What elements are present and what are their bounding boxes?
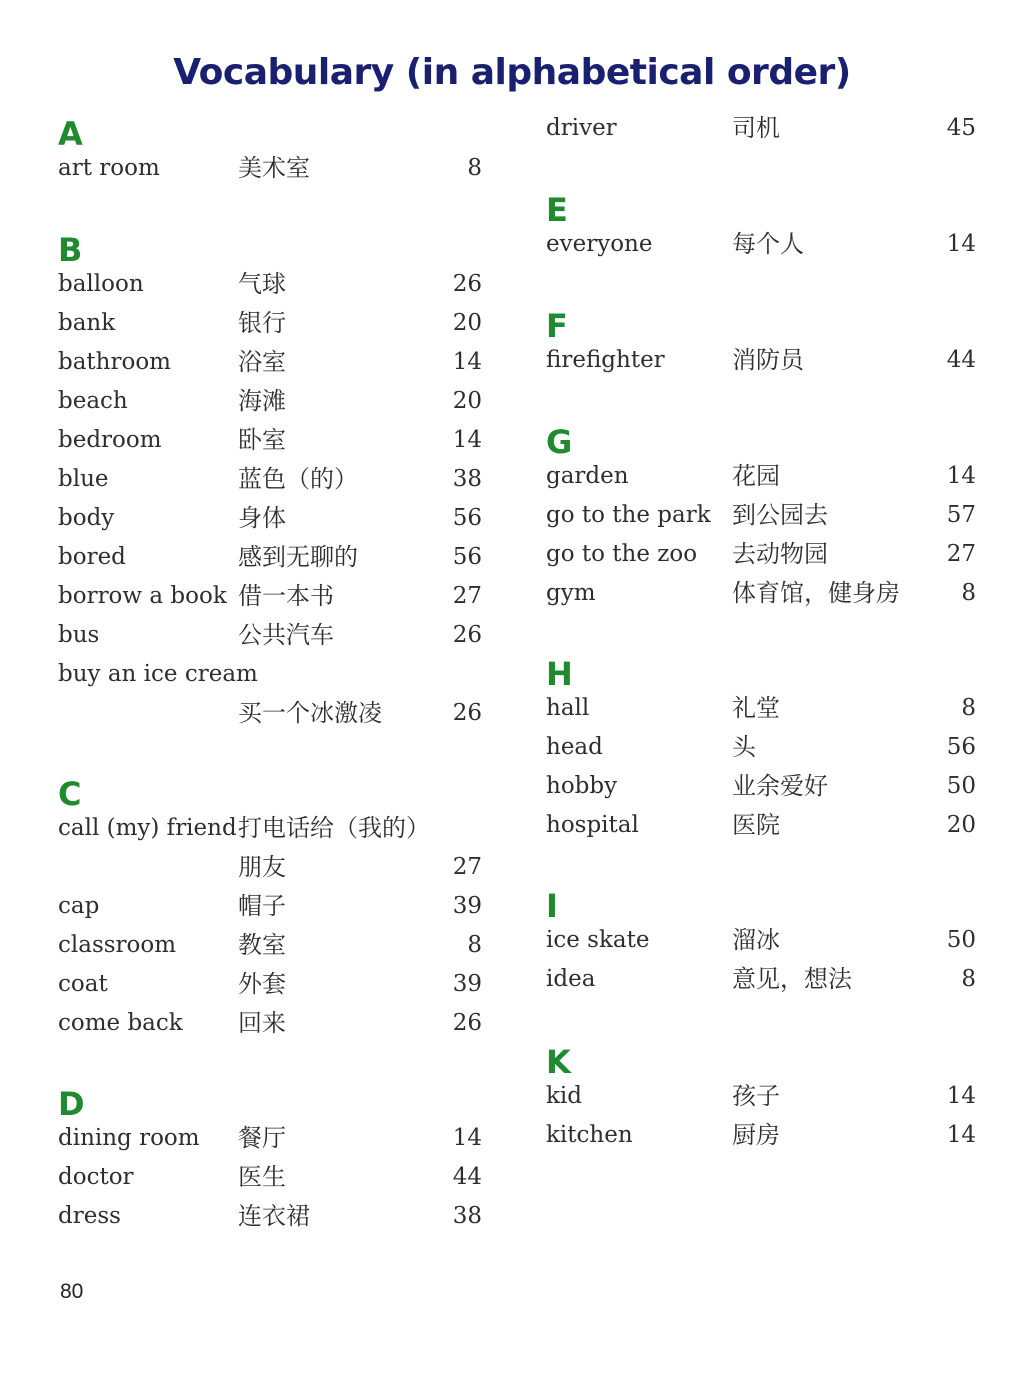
vocab-entry: [58, 1196, 482, 1236]
vocab-entry: [58, 264, 482, 304]
page-reference: 14: [452, 349, 482, 375]
english-word: coat: [58, 971, 108, 997]
chinese-meaning: 意见，想法: [732, 965, 852, 993]
english-word: hall: [546, 695, 590, 721]
page-reference: 27: [452, 854, 482, 880]
chinese-meaning: 司机: [732, 114, 780, 142]
chinese-meaning: 孩子: [732, 1082, 780, 1110]
page-reference: 8: [961, 695, 976, 721]
vocab-entry: [546, 534, 976, 574]
chinese-meaning: 溜冰: [732, 926, 780, 954]
english-word: kitchen: [546, 1122, 633, 1148]
vocab-entry: [546, 108, 976, 148]
section-letter: K: [546, 1043, 571, 1081]
page-reference: 56: [452, 505, 482, 531]
page-reference: 8: [467, 932, 482, 958]
vocab-entry: [546, 920, 976, 960]
english-word: body: [58, 505, 115, 531]
english-word: garden: [546, 463, 629, 489]
chinese-meaning: 每个人: [732, 230, 804, 258]
section-letter: E: [546, 191, 568, 229]
chinese-meaning: 打电话给（我的）: [238, 814, 430, 842]
page-reference: 8: [961, 580, 976, 606]
page-reference: 26: [452, 622, 482, 648]
chinese-meaning: 医院: [732, 811, 780, 839]
english-word: firefighter: [546, 347, 665, 373]
chinese-meaning: 厨房: [732, 1121, 780, 1149]
english-word: bank: [58, 310, 116, 336]
chinese-meaning: 业余爱好: [732, 772, 828, 800]
section-letter: G: [546, 423, 573, 461]
section-letter: I: [546, 887, 558, 925]
english-word: dining room: [58, 1125, 200, 1151]
english-word: gym: [546, 580, 596, 606]
chinese-meaning: 礼堂: [732, 694, 780, 722]
vocab-entry: [58, 1157, 482, 1197]
page-reference: 20: [452, 388, 482, 414]
chinese-meaning: 帽子: [238, 892, 286, 920]
vocab-entry: [546, 959, 976, 999]
vocab-entry: [58, 537, 482, 577]
vocab-entry: [58, 303, 482, 343]
page-reference: 14: [452, 1125, 482, 1151]
chinese-meaning: 美术室: [238, 154, 310, 182]
vocab-entry: [58, 1003, 482, 1043]
chinese-meaning: 教室: [238, 931, 286, 959]
english-word: blue: [58, 466, 109, 492]
page-reference: 56: [452, 544, 482, 570]
chinese-meaning: 感到无聊的: [238, 543, 358, 571]
page-reference: 39: [452, 971, 482, 997]
page-reference: 14: [946, 1122, 976, 1148]
chinese-meaning: 卧室: [238, 426, 286, 454]
english-word: classroom: [58, 932, 177, 958]
page-reference: 26: [452, 271, 482, 297]
page-reference: 27: [452, 583, 482, 609]
english-word: hobby: [546, 773, 618, 799]
page-reference: 44: [946, 347, 976, 373]
english-word: art room: [58, 155, 160, 181]
vocab-entry: [58, 693, 482, 733]
vocab-entry: [546, 1115, 976, 1155]
english-word: driver: [546, 115, 617, 141]
chinese-meaning: 餐厅: [238, 1124, 286, 1152]
chinese-meaning: 买一个冰激凌: [238, 699, 382, 727]
english-word: doctor: [58, 1164, 134, 1190]
english-word: call (my) friend: [58, 815, 237, 841]
english-word: bus: [58, 622, 100, 648]
vocab-entry: [58, 808, 482, 848]
vocab-entry: [58, 1118, 482, 1158]
vocab-entry: [58, 654, 482, 694]
page-reference: 27: [946, 541, 976, 567]
vocab-entry: [546, 573, 976, 613]
section-letter: D: [58, 1085, 85, 1123]
english-word: go to the zoo: [546, 541, 698, 567]
vocab-entry: [58, 148, 482, 188]
english-word: hospital: [546, 812, 639, 838]
chinese-meaning: 头: [732, 733, 756, 761]
english-word: idea: [546, 966, 596, 992]
chinese-meaning: 浴室: [238, 348, 286, 376]
vocab-entry: [58, 498, 482, 538]
vocab-entry: [546, 1076, 976, 1116]
page-reference: 26: [452, 700, 482, 726]
chinese-meaning: 公共汽车: [238, 621, 334, 649]
section-letter: A: [58, 115, 83, 153]
chinese-meaning: 朋友: [238, 853, 286, 881]
page-reference: 14: [946, 1083, 976, 1109]
page-reference: 14: [946, 463, 976, 489]
english-word: bored: [58, 544, 126, 570]
page-reference: 8: [961, 966, 976, 992]
page-reference: 56: [946, 734, 976, 760]
chinese-meaning: 体育馆，健身房: [732, 579, 900, 607]
vocab-entry: [58, 342, 482, 382]
page-reference: 20: [946, 812, 976, 838]
vocab-entry: [546, 766, 976, 806]
page-title: Vocabulary (in alphabetical order): [173, 52, 851, 93]
page-reference: 50: [946, 773, 976, 799]
page-reference: 20: [452, 310, 482, 336]
english-word: ice skate: [546, 927, 650, 953]
english-word: kid: [546, 1083, 583, 1109]
chinese-meaning: 气球: [238, 270, 286, 298]
chinese-meaning: 去动物园: [732, 540, 828, 568]
section-letter: F: [546, 307, 568, 345]
vocab-entry: [546, 224, 976, 264]
chinese-meaning: 到公园去: [732, 501, 828, 529]
vocab-entry: [58, 886, 482, 926]
chinese-meaning: 花园: [732, 462, 780, 490]
english-word: bathroom: [58, 349, 171, 375]
english-word: beach: [58, 388, 128, 414]
page-reference: 45: [946, 115, 976, 141]
english-word: everyone: [546, 231, 653, 257]
english-word: go to the park: [546, 502, 711, 528]
chinese-meaning: 外套: [238, 970, 286, 998]
page-reference: 50: [946, 927, 976, 953]
vocab-entry: [58, 847, 482, 887]
vocab-entry: [546, 805, 976, 845]
page-reference: 44: [452, 1164, 482, 1190]
page-reference: 14: [452, 427, 482, 453]
vocab-entry: [58, 964, 482, 1004]
english-word: buy an ice cream: [58, 661, 258, 687]
section-letter: B: [58, 231, 83, 269]
vocab-entry: [546, 727, 976, 767]
chinese-meaning: 回来: [238, 1009, 286, 1037]
chinese-meaning: 身体: [238, 504, 286, 532]
page-reference: 38: [452, 466, 482, 492]
page-reference: 14: [946, 231, 976, 257]
vocab-entry: [546, 495, 976, 535]
vocab-entry: [546, 688, 976, 728]
chinese-meaning: 医生: [238, 1163, 286, 1191]
english-word: borrow a book: [58, 583, 227, 609]
vocab-entry: [58, 459, 482, 499]
english-word: head: [546, 734, 603, 760]
vocab-entry: [58, 925, 482, 965]
page-reference: 57: [946, 502, 976, 528]
vocab-entry: [58, 420, 482, 460]
vocab-entry: [58, 381, 482, 421]
vocab-entry: [58, 576, 482, 616]
english-word: balloon: [58, 271, 144, 297]
chinese-meaning: 消防员: [732, 346, 804, 374]
page-reference: 8: [467, 155, 482, 181]
section-letter: H: [546, 655, 573, 693]
english-word: bedroom: [58, 427, 162, 453]
page-number: 80: [60, 1280, 84, 1303]
vocab-entry: [58, 615, 482, 655]
page-reference: 39: [452, 893, 482, 919]
chinese-meaning: 连衣裙: [238, 1202, 310, 1230]
page-reference: 38: [452, 1203, 482, 1229]
chinese-meaning: 银行: [238, 309, 286, 337]
english-word: cap: [58, 893, 100, 919]
chinese-meaning: 借一本书: [238, 582, 334, 610]
section-letter: C: [58, 775, 82, 813]
chinese-meaning: 蓝色（的）: [238, 465, 358, 493]
vocab-entry: [546, 340, 976, 380]
page-reference: 26: [452, 1010, 482, 1036]
chinese-meaning: 海滩: [238, 387, 286, 415]
english-word: come back: [58, 1010, 183, 1036]
english-word: dress: [58, 1203, 121, 1229]
vocab-entry: [546, 456, 976, 496]
